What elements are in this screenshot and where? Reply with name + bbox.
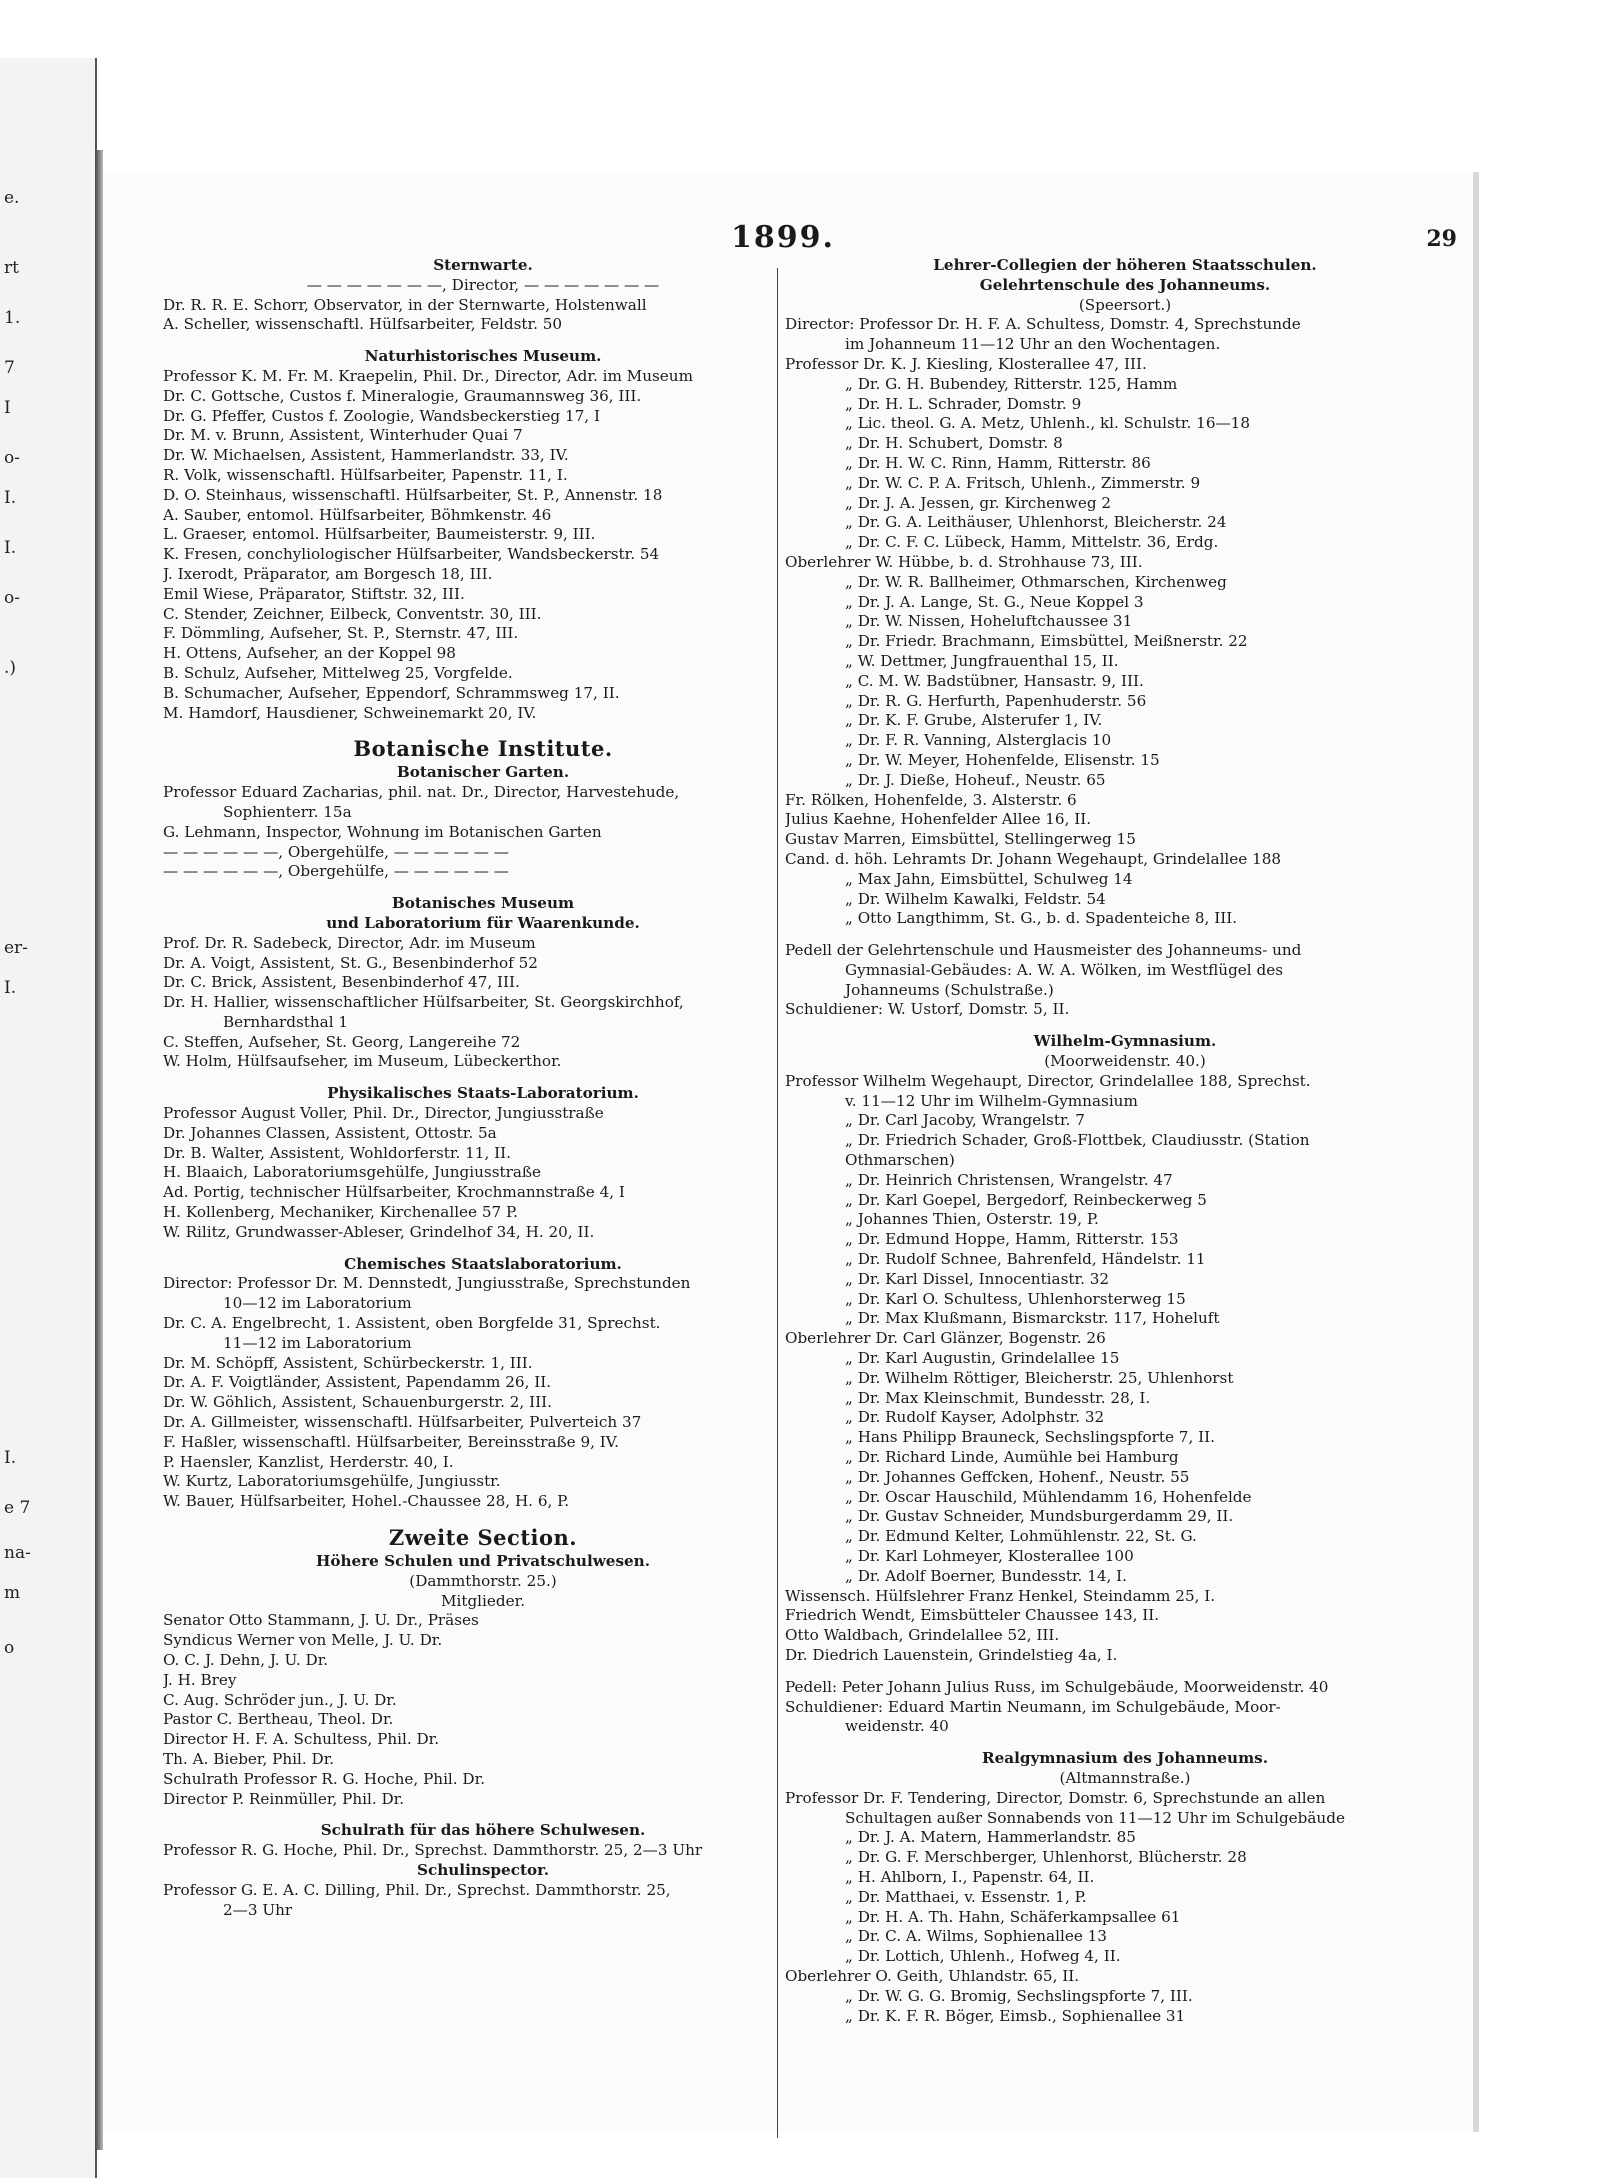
- entry-line: Cand. d. höh. Lehramts Dr. Johann Wegehaupt, Grindelallee 188: [785, 849, 1282, 868]
- entry-line: Pedell der Gelehrtenschule und Hausmeister des Johanneums- und: [785, 941, 1302, 960]
- entry-line: D. O. Steinhaus, wissenschaftl. Hülfsarbeiter, St. P., Annenstr. 18: [163, 485, 663, 504]
- entry-line: Dr. C. Gottsche, Custos f. Mineralogie, Graumannsweg 36, III.: [163, 386, 642, 405]
- section-gap: [785, 1666, 1465, 1678]
- previous-page-fragment: 7: [4, 358, 15, 378]
- entry-line: Dr. Diedrich Lauenstein, Grindelstieg 4a, I.: [785, 1645, 1118, 1664]
- entry-line: „ Dr. Richard Linde, Aumühle bei Hamburg: [845, 1448, 1179, 1467]
- entry-line: C. Stender, Zeichner, Eilbeck, Conventstr. 30, III.: [163, 604, 542, 623]
- entry-line: Bernhardsthal 1: [223, 1012, 349, 1031]
- entry-line: „ Hans Philipp Brauneck, Sechslingspforte 7, II.: [845, 1428, 1215, 1447]
- entry-line: Professor K. M. Fr. M. Kraepelin, Phil. Dr., Director, Adr. im Museum: [163, 366, 693, 385]
- entry-line: Director: Professor Dr. M. Dennstedt, Jungiusstraße, Sprechstunden: [163, 1274, 691, 1293]
- previous-page-fragment: o-: [4, 588, 20, 608]
- entry-line: „ Dr. Karl Lohmeyer, Klosterallee 100: [845, 1547, 1134, 1565]
- entry-line: F. Haßler, wissenschaftl. Hülfsarbeiter, Bereinsstraße 9, IV.: [163, 1432, 619, 1451]
- entry-line: G. Lehmann, Inspector, Wohnung im Botanischen Garten: [163, 822, 602, 841]
- section-gap: [163, 1243, 803, 1255]
- entry-line: Emil Wiese, Präparator, Stiftstr. 32, III.: [163, 584, 465, 603]
- entry-line: A. Sauber, entomol. Hülfsarbeiter, Böhmkenstr. 46: [163, 505, 552, 524]
- previous-page-fragment: o-: [4, 448, 20, 468]
- entry-line: A. Scheller, wissenschaftl. Hülfsarbeiter, Feldstr. 50: [163, 315, 563, 334]
- entry-line: „ Dr. Edmund Kelter, Lohmühlenstr. 22, St. G.: [845, 1527, 1197, 1546]
- entry-line: „ Dr. Wilhelm Röttiger, Bleicherstr. 25, Uhlenhorst: [845, 1368, 1234, 1387]
- section-gap: [785, 929, 1465, 941]
- entry-line: Dr. A. Gillmeister, wissenschaftl. Hülfsarbeiter, Pulverteich 37: [163, 1413, 642, 1432]
- entry-line: „ Dr. J. A. Matern, Hammerlandstr. 85: [845, 1828, 1136, 1847]
- entry-line: „ Dr. Gustav Schneider, Mundsburgerdamm 29, II.: [845, 1507, 1234, 1526]
- previous-page-fragment: er-: [4, 938, 28, 958]
- entry-line: B. Schulz, Aufseher, Mittelweg 25, Vorgfelde.: [163, 663, 513, 682]
- entry-line: (Altmannstraße.): [1059, 1768, 1191, 1787]
- entry-line: Professor Dr. F. Tendering, Director, Domstr. 6, Sprechstunde an allen: [785, 1788, 1326, 1807]
- entry-line: F. Dömmling, Aufseher, St. P., Sternstr. 47, III.: [163, 624, 519, 643]
- entry-line: „ Dr. J. A. Jessen, gr. Kirchenweg 2: [845, 493, 1112, 512]
- entry-line: Oberlehrer Dr. Carl Glänzer, Bogenstr. 26: [785, 1329, 1106, 1348]
- entry-line: Professor Eduard Zacharias, phil. nat. Dr., Director, Harvestehude,: [163, 783, 680, 802]
- section-gap: [163, 1072, 803, 1084]
- previous-page-fragment: rt: [4, 258, 19, 278]
- entry-line: H. Ottens, Aufseher, an der Koppel 98: [163, 644, 456, 663]
- entry-line: „ Dr. Friedrich Schader, Groß-Flottbek, Claudiusstr. (Station: [845, 1131, 1310, 1150]
- entry-line: „ Dr. K. F. Grube, Alsterufer 1, IV.: [845, 711, 1103, 730]
- entry-line: 2—3 Uhr: [223, 1900, 293, 1919]
- entry-line: „ Dr. H. W. C. Rinn, Hamm, Ritterstr. 86: [845, 453, 1151, 472]
- entry-line: Sophienterr. 15a: [223, 802, 352, 821]
- entry-line: Gymnasial-Gebäudes: A. W. A. Wölken, im Westflügel des: [845, 960, 1283, 979]
- entry-line: „ Dr. Oscar Hauschild, Mühlendamm 16, Hohenfelde: [845, 1487, 1252, 1506]
- entry-line: „ Johannes Thien, Osterstr. 19, P.: [845, 1210, 1099, 1229]
- previous-page-fragment: I.: [4, 1448, 17, 1468]
- entry-line: Ad. Portig, technischer Hülfsarbeiter, Krochmannstraße 4, I: [163, 1183, 625, 1202]
- entry-line: P. Haensler, Kanzlist, Herderstr. 40, I.: [163, 1452, 454, 1471]
- entry-line: „ Max Jahn, Eimsbüttel, Schulweg 14: [845, 869, 1133, 888]
- entry-line: — — — — — — —, Director, — — — — — — —: [306, 275, 660, 294]
- entry-line: „ Dr. Matthaei, v. Essenstr. 1, P.: [845, 1887, 1087, 1906]
- entry-line: „ Dr. Edmund Hoppe, Hamm, Ritterstr. 153: [845, 1230, 1179, 1249]
- entry-line: Dr. C. Brick, Assistent, Besenbinderhof 47, III.: [163, 973, 520, 992]
- entry-line: Dr. A. F. Voigtländer, Assistent, Papendamm 26, II.: [163, 1373, 552, 1392]
- entry-line: Dr. M. v. Brunn, Assistent, Winterhuder Quai 7: [163, 426, 523, 445]
- entry-line: M. Hamdorf, Hausdiener, Schweinemarkt 20, IV.: [163, 703, 537, 722]
- section-heading: Schulrath für das höhere Schulwesen.: [320, 1821, 646, 1840]
- entry-line: Schuldiener: Eduard Martin Neumann, im Schulgebäude, Moor-: [785, 1697, 1281, 1716]
- previous-page-edge: [0, 58, 97, 2178]
- page-number: 29: [1426, 226, 1457, 252]
- entry-line: „ W. Dettmer, Jungfrauenthal 15, II.: [845, 651, 1119, 670]
- section-heading: Gelehrtenschule des Johanneums.: [979, 275, 1271, 294]
- section-gap: [163, 335, 803, 347]
- entry-line: Professor G. E. A. C. Dilling, Phil. Dr., Sprechst. Dammthorstr. 25,: [163, 1880, 671, 1899]
- entry-line: Dr. M. Schöpff, Assistent, Schürbeckerstr. 1, III.: [163, 1353, 533, 1372]
- section-heading: Lehrer-Collegien der höheren Staatsschulen.: [933, 256, 1317, 274]
- section-heading: Zweite Section.: [388, 1525, 578, 1551]
- entry-line: (Moorweidenstr. 40.): [1044, 1052, 1206, 1071]
- entry-line: Dr. C. A. Engelbrecht, 1. Assistent, oben Borgfelde 31, Sprechst.: [163, 1314, 661, 1333]
- book-spine: [95, 150, 103, 2150]
- previous-page-fragment: e 7: [4, 1498, 31, 1518]
- entry-line: „ Dr. Adolf Boerner, Bundesstr. 14, I.: [845, 1566, 1128, 1585]
- document-page: [103, 172, 1479, 2132]
- entry-line: C. Aug. Schröder jun., J. U. Dr.: [163, 1690, 397, 1709]
- entry-line: L. Graeser, entomol. Hülfsarbeiter, Baumeisterstr. 9, III.: [163, 525, 596, 544]
- entry-line: „ Dr. H. Schubert, Domstr. 8: [845, 434, 1063, 453]
- entry-line: Otto Waldbach, Grindelallee 52, III.: [785, 1626, 1060, 1645]
- entry-line: „ Dr. Karl Augustin, Grindelallee 15: [845, 1349, 1120, 1368]
- page-header: [103, 220, 1463, 254]
- entry-line: Dr. B. Walter, Assistent, Wohldorferstr. 11, II.: [163, 1143, 511, 1162]
- entry-line: Professor R. G. Hoche, Phil. Dr., Sprechst. Dammthorstr. 25, 2—3 Uhr: [163, 1841, 703, 1860]
- section-heading: Schulinspector.: [417, 1860, 549, 1879]
- entry-line: Gustav Marren, Eimsbüttel, Stellingerweg 15: [785, 830, 1136, 849]
- entry-line: „ Dr. F. R. Vanning, Alsterglacis 10: [845, 731, 1112, 750]
- section-heading: Naturhistorisches Museum.: [364, 347, 602, 366]
- entry-line: Syndicus Werner von Melle, J. U. Dr.: [163, 1631, 443, 1650]
- entry-line: „ Dr. Karl Dissel, Innocentiastr. 32: [845, 1269, 1110, 1288]
- section-heading: Höhere Schulen und Privatschulwesen.: [316, 1552, 650, 1571]
- entry-line: Fr. Rölken, Hohenfelde, 3. Alsterstr. 6: [785, 790, 1077, 809]
- entry-line: „ C. M. W. Badstübner, Hansastr. 9, III.: [845, 671, 1144, 690]
- entry-line: „ Dr. W. G. G. Bromig, Sechslingspforte 7, III.: [845, 1986, 1193, 2005]
- entry-line: „ Dr. Max Kleinschmit, Bundesstr. 28, I.: [845, 1388, 1151, 1407]
- entry-line: „ Dr. Johannes Geffcken, Hohenf., Neustr. 55: [845, 1467, 1190, 1486]
- entry-line: Dr. W. Göhlich, Assistent, Schauenburgerstr. 2, III.: [163, 1393, 552, 1412]
- section-gap: [163, 723, 803, 735]
- entry-line: H. Blaaich, Laboratoriumsgehülfe, Jungiusstraße: [163, 1163, 542, 1182]
- section-gap: [163, 1809, 803, 1821]
- entry-line: 11—12 im Laboratorium: [223, 1333, 412, 1352]
- entry-line: „ Dr. W. Nissen, Hoheluftchaussee 31: [845, 612, 1133, 631]
- entry-line: „ Dr. Friedr. Brachmann, Eimsbüttel, Meißnerstr. 22: [845, 632, 1248, 651]
- entry-line: Othmarschen): [845, 1151, 955, 1170]
- entry-line: H. Kollenberg, Mechaniker, Kirchenallee 57 P.: [163, 1203, 518, 1222]
- section-heading: Botanischer Garten.: [396, 763, 570, 782]
- entry-line: im Johanneum 11—12 Uhr an den Wochentagen.: [845, 335, 1221, 354]
- entry-line: J. H. Brey: [163, 1670, 237, 1689]
- entry-line: Julius Kaehne, Hohenfelder Allee 16, II.: [785, 810, 1092, 829]
- entry-line: Prof. Dr. R. Sadebeck, Director, Adr. im Museum: [163, 933, 536, 952]
- entry-line: Dr. A. Voigt, Assistent, St. G., Besenbinderhof 52: [163, 953, 538, 972]
- previous-page-fragment: I.: [4, 538, 17, 558]
- entry-line: „ Dr. W. R. Ballheimer, Othmarschen, Kirchenweg: [845, 572, 1227, 591]
- entry-line: Director P. Reinmüller, Phil. Dr.: [163, 1789, 405, 1808]
- section-gap: [785, 1020, 1465, 1032]
- entry-line: v. 11—12 Uhr im Wilhelm-Gymnasium: [845, 1091, 1138, 1110]
- section-heading: Chemisches Staatslaboratorium.: [344, 1254, 622, 1273]
- entry-line: Schultagen außer Sonnabends von 11—12 Uhr im Schulgebäude: [845, 1808, 1345, 1827]
- entry-line: Professor Dr. K. J. Kiesling, Klosterallee 47, III.: [785, 354, 1147, 373]
- entry-line: „ Dr. G. A. Leithäuser, Uhlenhorst, Bleicherstr. 24: [845, 513, 1227, 532]
- section-heading: und Laboratorium für Waarenkunde.: [326, 913, 640, 932]
- entry-line: — — — — — —, Obergehülfe, — — — — — —: [163, 862, 509, 881]
- entry-line: Dr. W. Michaelsen, Assistent, Hammerlandstr. 33, IV.: [163, 446, 569, 465]
- entry-line: (Speersort.): [1078, 295, 1172, 314]
- entry-line: „ Dr. Wilhelm Kawalki, Feldstr. 54: [845, 889, 1106, 908]
- entry-line: B. Schumacher, Aufseher, Eppendorf, Schrammsweg 17, II.: [163, 683, 620, 702]
- entry-line: W. Holm, Hülfsaufseher, im Museum, Lübeckerthor.: [163, 1052, 562, 1071]
- section-heading: Wilhelm-Gymnasium.: [1033, 1032, 1217, 1051]
- previous-page-fragment: I: [4, 398, 11, 418]
- entry-line: „ Dr. Rudolf Schnee, Bahrenfeld, Händelstr. 11: [845, 1250, 1206, 1269]
- entry-line: „ Dr. W. Meyer, Hohenfelde, Elisenstr. 15: [845, 750, 1160, 769]
- entry-line: Wissensch. Hülfslehrer Franz Henkel, Steindamm 25, I.: [785, 1586, 1216, 1605]
- entry-line: „ Lic. theol. G. A. Metz, Uhlenh., kl. Schulstr. 16—18: [845, 414, 1250, 433]
- entry-line: Pedell: Peter Johann Julius Russ, im Schulgebäude, Moorweidenstr. 40: [785, 1677, 1329, 1696]
- entry-line: Professor August Voller, Phil. Dr., Director, Jungiusstraße: [163, 1104, 604, 1123]
- entry-line: „ Dr. K. F. R. Böger, Eimsb., Sophienallee 31: [845, 2006, 1186, 2025]
- entry-line: „ Dr. C. A. Wilms, Sophienallee 13: [845, 1927, 1107, 1946]
- entry-line: Director H. F. A. Schultess, Phil. Dr.: [163, 1730, 440, 1749]
- entry-line: Th. A. Bieber, Phil. Dr.: [163, 1749, 335, 1768]
- entry-line: „ Dr. Karl Goepel, Bergedorf, Reinbeckerweg 5: [845, 1190, 1207, 1209]
- entry-line: W. Bauer, Hülfsarbeiter, Hohel.-Chaussee 28, H. 6, P.: [163, 1492, 570, 1511]
- section-heading: Sternwarte.: [433, 256, 533, 274]
- section-gap: [163, 1512, 803, 1524]
- entry-line: Dr. Johannes Classen, Assistent, Ottostr. 5a: [163, 1123, 497, 1142]
- entry-line: Oberlehrer O. Geith, Uhlandstr. 65, II.: [785, 1966, 1080, 1985]
- section-gap: [163, 882, 803, 894]
- previous-page-fragment: na-: [4, 1543, 31, 1563]
- section-heading: Botanische Institute.: [353, 736, 613, 762]
- entry-line: Senator Otto Stammann, J. U. Dr., Präses: [163, 1611, 479, 1630]
- entry-line: Johanneums (Schulstraße.): [845, 980, 1054, 999]
- entry-line: „ Dr. R. G. Herfurth, Papenhuderstr. 56: [845, 691, 1147, 710]
- entry-line: „ H. Ahlborn, I., Papenstr. 64, II.: [845, 1867, 1095, 1886]
- entry-line: „ Dr. W. C. P. A. Fritsch, Uhlenh., Zimmerstr. 9: [845, 473, 1201, 492]
- entry-line: R. Volk, wissenschaftl. Hülfsarbeiter, Papenstr. 11, I.: [163, 465, 568, 484]
- entry-line: „ Dr. Lottich, Uhlenh., Hofweg 4, II.: [845, 1947, 1121, 1966]
- entry-line: Dr. R. R. E. Schorr, Observator, in der Sternwarte, Holstenwall: [163, 295, 647, 314]
- previous-page-fragment: 1.: [4, 308, 21, 328]
- entry-line: „ Dr. G. H. Bubendey, Ritterstr. 125, Hamm: [845, 374, 1178, 393]
- previous-page-fragment: o: [4, 1638, 15, 1658]
- entry-line: „ Dr. C. F. C. Lübeck, Hamm, Mittelstr. 36, Erdg.: [845, 533, 1219, 552]
- entry-line: „ Dr. J. Dieße, Hoheuf., Neustr. 65: [845, 770, 1106, 789]
- entry-line: Director: Professor Dr. H. F. A. Schultess, Domstr. 4, Sprechstunde: [785, 315, 1301, 334]
- previous-page-fragment: m: [4, 1583, 21, 1603]
- entry-line: „ Dr. Heinrich Christensen, Wrangelstr. 47: [845, 1170, 1173, 1189]
- section-gap: [785, 1737, 1465, 1749]
- entry-line: O. C. J. Dehn, J. U. Dr.: [163, 1651, 329, 1669]
- entry-line: „ Dr. Karl O. Schultess, Uhlenhorsterweg 15: [845, 1289, 1186, 1308]
- entry-line: C. Steffen, Aufseher, St. Georg, Langereihe 72: [163, 1032, 521, 1051]
- entry-line: Schuldiener: W. Ustorf, Domstr. 5, II.: [785, 1000, 1070, 1019]
- entry-line: „ Dr. G. F. Merschberger, Uhlenhorst, Blücherstr. 28: [845, 1848, 1247, 1867]
- entry-line: — — — — — —, Obergehülfe, — — — — — —: [163, 842, 509, 861]
- entry-line: Mitglieder.: [440, 1591, 526, 1610]
- entry-line: Professor Wilhelm Wegehaupt, Director, Grindelallee 188, Sprechst.: [785, 1071, 1311, 1090]
- entry-line: „ Dr. H. A. Th. Hahn, Schäferkampsallee 61: [845, 1907, 1181, 1926]
- entry-line: W. Kurtz, Laboratoriumsgehülfe, Jungiusstr.: [163, 1472, 501, 1491]
- entry-line: Oberlehrer W. Hübbe, b. d. Strohhause 73, III.: [785, 552, 1143, 571]
- entry-line: „ Dr. Rudolf Kayser, Adolphstr. 32: [845, 1408, 1105, 1427]
- right-column: [785, 256, 1465, 2026]
- entry-line: Schulrath Professor R. G. Hoche, Phil. Dr.: [163, 1769, 486, 1788]
- previous-page-fragment: I.: [4, 978, 17, 998]
- entry-line: „ Dr. Carl Jacoby, Wrangelstr. 7: [845, 1111, 1085, 1130]
- entry-line: „ Dr. Max Klußmann, Bismarckstr. 117, Hoheluft: [845, 1309, 1220, 1328]
- entry-line: J. Ixerodt, Präparator, am Borgesch 18, III.: [163, 564, 493, 583]
- previous-page-fragment: I.: [4, 488, 17, 508]
- entry-line: Pastor C. Bertheau, Theol. Dr.: [163, 1710, 394, 1729]
- section-heading: Physikalisches Staats-Laboratorium.: [327, 1084, 639, 1103]
- previous-page-fragment: .): [4, 658, 17, 678]
- entry-line: Dr. G. Pfeffer, Custos f. Zoologie, Wandsbeckerstieg 17, I: [163, 406, 600, 425]
- entry-line: Friedrich Wendt, Eimsbütteler Chaussee 143, II.: [785, 1606, 1160, 1625]
- left-column: [163, 256, 803, 1920]
- entry-line: „ Dr. H. L. Schrader, Domstr. 9: [845, 394, 1082, 413]
- entry-line: „ Otto Langthimm, St. G., b. d. Spadenteiche 8, III.: [845, 909, 1238, 928]
- entry-line: weidenstr. 40: [845, 1717, 949, 1736]
- page-year: 1899.: [731, 220, 835, 255]
- previous-page-fragment: e.: [4, 188, 20, 208]
- entry-line: (Dammthorstr. 25.): [409, 1571, 557, 1590]
- entry-line: 10—12 im Laboratorium: [223, 1294, 412, 1313]
- entry-line: K. Fresen, conchyliologischer Hülfsarbeiter, Wandsbeckerstr. 54: [163, 545, 660, 564]
- section-heading: Botanisches Museum: [391, 894, 575, 913]
- section-heading: Realgymnasium des Johanneums.: [981, 1749, 1269, 1768]
- entry-line: W. Rilitz, Grundwasser-Ableser, Grindelhof 34, H. 20, II.: [163, 1222, 595, 1241]
- entry-line: „ Dr. J. A. Lange, St. G., Neue Koppel 3: [845, 592, 1144, 611]
- entry-line: Dr. H. Hallier, wissenschaftlicher Hülfsarbeiter, St. Georgskirchhof,: [163, 993, 684, 1012]
